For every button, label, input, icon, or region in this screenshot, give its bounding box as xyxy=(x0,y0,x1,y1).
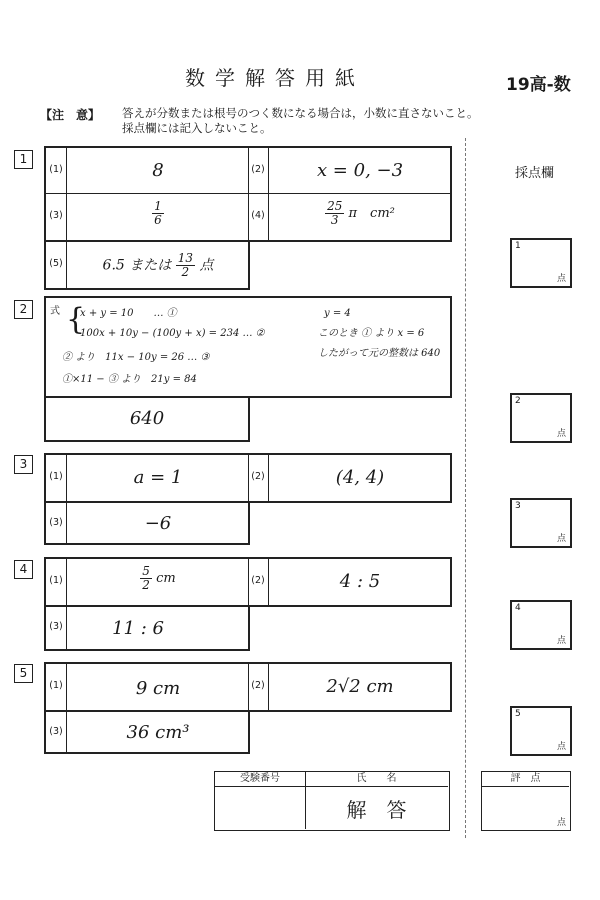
score-box-5 xyxy=(510,706,572,756)
score-box-3 xyxy=(510,498,572,548)
q4-1-label: (1) xyxy=(49,575,63,586)
notice-label: 【注 意】 xyxy=(40,108,101,122)
score-box-4 xyxy=(510,600,572,650)
score-box-5-number: 5 xyxy=(515,709,521,719)
q5-1-label: (1) xyxy=(49,680,63,691)
exam-code: 19高-数 xyxy=(506,75,571,95)
q1-5-denominator: 2 xyxy=(181,265,190,279)
q5-3-answer: 36 cm³ xyxy=(126,722,190,743)
q1-5-prefix: 6.5 または xyxy=(102,257,172,274)
page-title: 数学解答用紙 xyxy=(185,66,365,90)
q5-1-answer: 9 cm xyxy=(135,678,181,699)
q1-5-suffix: 点 xyxy=(199,257,214,274)
q2-work-right-3: したがって元の整数は 640 xyxy=(318,348,441,359)
q1-4-answer xyxy=(270,200,450,227)
q3-box-bottom xyxy=(44,501,250,545)
score-box-3-number: 3 xyxy=(515,501,521,511)
q2-work-right-2: このとき ① より x = 6 xyxy=(318,328,425,339)
name-label: 氏 名 xyxy=(356,773,397,784)
q1-5-answer xyxy=(68,252,248,279)
q1-4-numerator: 25 xyxy=(327,199,343,213)
q1-1-label: (1) xyxy=(49,164,63,175)
q2-answer: 640 xyxy=(129,408,165,429)
q5-box-bottom xyxy=(44,710,250,754)
q4-box-top xyxy=(44,557,452,607)
q1-4-label: (4) xyxy=(251,210,265,221)
score-box-1-number: 1 xyxy=(515,241,521,251)
score-box-4-number: 4 xyxy=(515,603,521,613)
total-score-box xyxy=(481,771,571,831)
q1-2-answer: x = 0, −3 xyxy=(316,160,404,181)
total-score-label: 評 点 xyxy=(510,773,541,784)
score-box-5-unit: 点 xyxy=(556,742,566,752)
question-number-2: 2 xyxy=(14,300,33,319)
exam-number-field[interactable] xyxy=(215,787,305,829)
score-divider xyxy=(465,138,466,838)
q2-work-line-1: x + y = 10 … ① xyxy=(80,308,177,319)
question-number-5: 5 xyxy=(14,664,33,683)
q3-1-label: (1) xyxy=(49,471,63,482)
question-number-1: 1 xyxy=(14,150,33,169)
q3-box-top xyxy=(44,453,452,503)
q4-2-answer: 4 : 5 xyxy=(339,571,381,592)
q4-3-answer: 11 : 6 xyxy=(112,618,164,639)
q1-2-label: (2) xyxy=(251,164,265,175)
name-value: 解 答 xyxy=(346,798,407,822)
score-box-3-unit: 点 xyxy=(556,534,566,544)
q2-answer-box xyxy=(44,396,250,442)
q1-box-top xyxy=(44,146,452,242)
q1-4-denominator: 3 xyxy=(330,213,339,227)
q3-2-answer: (4, 4) xyxy=(335,467,385,488)
q2-work-right-1: y = 4 xyxy=(324,308,351,319)
q4-box-bottom xyxy=(44,605,250,651)
q1-1-answer: 8 xyxy=(152,160,164,181)
q1-4-suffix: π cm² xyxy=(348,206,395,221)
notice-line-1: 答えが分数または根号のつく数になる場合は，小数に直さないこと。 xyxy=(122,106,479,120)
notice-text xyxy=(122,106,479,136)
q2-work-line-2: 100x + 10y − (100y + x) = 234 … ② xyxy=(80,328,265,339)
score-box-2-number: 2 xyxy=(515,396,521,406)
q4-1-answer xyxy=(68,565,248,592)
q5-3-label: (3) xyxy=(49,726,63,737)
q4-1-numerator: 5 xyxy=(142,564,150,578)
q2-work-line-3: ② より 11x − 10y = 26 … ③ xyxy=(62,352,210,363)
score-box-2-unit: 点 xyxy=(556,429,566,439)
q2-work-box: 式 { x + y = 10 … ① 100x + 10y − (100y + x) = 234 … ② ② より 11x − 10y = 26 … ③ ①×11 − ③ より 21y = 84 y = 4 このとき ① より x = 6 したがって元の整数は 640 xyxy=(44,296,452,398)
q4-1-suffix: cm xyxy=(156,571,176,586)
q3-3-label: (3) xyxy=(49,517,63,528)
q2-work-line-4: ①×11 − ③ より 21y = 84 xyxy=(62,374,197,385)
q1-3-numerator: 1 xyxy=(154,199,162,213)
q1-5-numerator: 13 xyxy=(177,251,193,265)
q1-box-bottom xyxy=(44,240,250,290)
q4-2-label: (2) xyxy=(251,575,265,586)
question-number-3: 3 xyxy=(14,455,33,474)
q4-3-label: (3) xyxy=(49,621,63,632)
q2-formula-label: 式 xyxy=(50,306,60,317)
q3-3-answer: −6 xyxy=(144,513,172,534)
score-box-4-unit: 点 xyxy=(556,636,566,646)
score-column-label: 採点欄 xyxy=(515,166,555,181)
q4-1-denominator: 2 xyxy=(142,578,150,592)
notice-line-2: 採点欄には記入しないこと。 xyxy=(122,121,272,135)
q1-5-label: (5) xyxy=(49,258,63,269)
score-box-2 xyxy=(510,393,572,443)
total-score-unit: 点 xyxy=(556,818,566,828)
q5-2-label: (2) xyxy=(251,680,265,691)
q3-2-label: (2) xyxy=(251,471,265,482)
q5-box-top xyxy=(44,662,452,712)
footer-name-table xyxy=(214,771,450,831)
q3-1-answer: a = 1 xyxy=(133,467,183,488)
score-box-1 xyxy=(510,238,572,288)
q1-3-denominator: 6 xyxy=(154,213,162,227)
score-box-1-unit: 点 xyxy=(556,274,566,284)
exam-number-label: 受験番号 xyxy=(240,773,280,784)
question-number-4: 4 xyxy=(14,560,33,579)
q5-2-answer: 2√2 cm xyxy=(326,676,394,697)
q1-3-answer xyxy=(68,200,248,227)
q1-3-label: (3) xyxy=(49,210,63,221)
